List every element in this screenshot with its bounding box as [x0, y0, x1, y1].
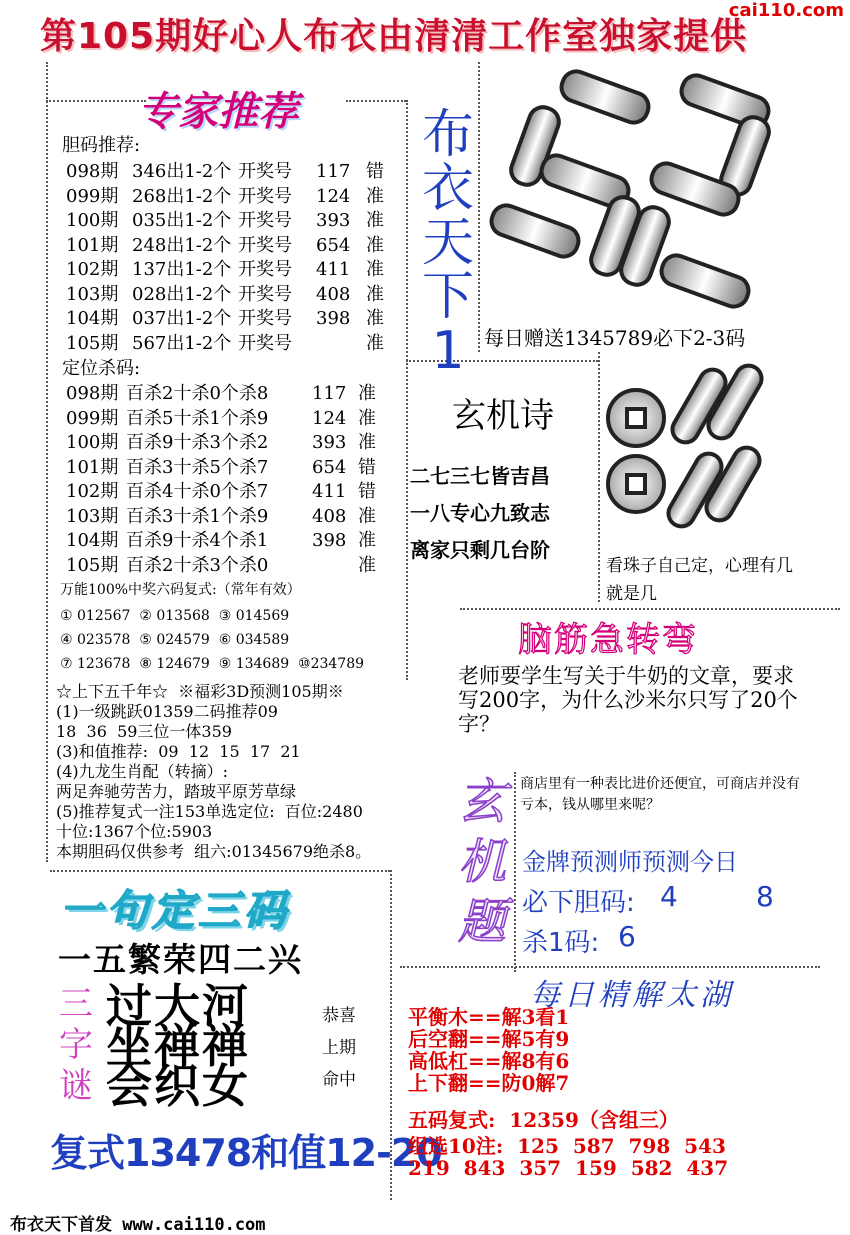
dan-row [66, 283, 396, 308]
result: 准 [366, 210, 384, 231]
expert-title: 专家推荐 [138, 89, 298, 135]
buyi-char: 下 [421, 267, 474, 327]
dan-label: 胆码推荐: [62, 135, 141, 156]
result: 准 [358, 530, 376, 551]
dan-row [66, 234, 396, 259]
congrats-line: 命中 [322, 1070, 356, 1090]
sanzi-char: 字 [59, 1025, 93, 1065]
draw-num: 411 [316, 259, 351, 280]
dan-row [66, 160, 396, 185]
result: 准 [366, 283, 384, 305]
pick: 268出1-2个 [132, 185, 232, 207]
forecast-line: (4)九龙生肖配（转摘）: [56, 762, 229, 781]
poem-line: 离家只剩几台阶 [410, 538, 550, 562]
xuanji-question: 商店里有一种表比进价还便宜，可商店并没有亏本，钱从哪里来呢？ [520, 776, 800, 813]
issue: 102期 [66, 481, 119, 502]
draw-num: 654 [312, 456, 347, 478]
draw-label: 开奖号 [238, 283, 292, 305]
taihu-line: 上下翻==防0解7 [408, 1071, 570, 1095]
draw-label: 开奖号 [238, 185, 292, 207]
brain-title: 脑筋急转弯 [518, 620, 698, 660]
xuanji-char: 题 [457, 894, 506, 950]
taihu-zuxuan2: 219 843 357 159 582 437 [408, 1156, 729, 1180]
kill-row [66, 382, 396, 407]
issue: 105期 [66, 332, 119, 354]
taihu-line: 高低杠==解8有6 [408, 1049, 570, 1073]
pick: 百杀3十杀5个杀7 [126, 456, 269, 478]
coins-beads-icon [600, 356, 770, 546]
buyi-char: 布 [421, 105, 474, 165]
result: 准 [358, 554, 376, 576]
kill-label: 定位杀码: [62, 358, 141, 379]
result: 准 [366, 332, 384, 354]
draw-label: 开奖号 [238, 259, 292, 280]
sanzi-congrats [322, 1000, 356, 1096]
kill-row [66, 480, 396, 505]
sanzi-word: 过大河 [106, 979, 250, 1033]
kill-one-num: 6 [618, 920, 636, 953]
taihu-zuxuan: 组选10注: 125 587 798 543 [408, 1134, 726, 1158]
taihu-wuma: 五码复式: 12359（含组三） [408, 1108, 679, 1132]
must-b: 8 [756, 880, 774, 913]
sanzi-words [106, 979, 250, 1113]
pick: 百杀9十杀4个杀1 [126, 530, 269, 551]
issue: 103期 [66, 505, 119, 527]
result: 错 [366, 161, 384, 182]
poem-title: 玄机诗 [452, 396, 554, 436]
sanzi-char: 三 [59, 984, 93, 1024]
forecast-line: 本期胆码仅供参考 组六:01345679绝杀8。 [56, 842, 372, 861]
buyi-vertical [418, 105, 478, 381]
wanneng-line: ⑦ 123678 ⑧ 124679 ⑨ 134689 ⑩234789 [60, 656, 365, 672]
wanneng-line: ① 012567 ② 013568 ③ 014569 [60, 608, 290, 624]
pick: 248出1-2个 [132, 234, 232, 256]
dan-row [66, 307, 396, 332]
pick: 346出1-2个 [132, 161, 232, 182]
sanzi-word: 会织女 [106, 1059, 250, 1113]
brain-text: 老师要学生写关于牛奶的文章，要求写200字，为什么沙米尔只写了20个字？ [458, 664, 798, 736]
pick: 百杀5十杀1个杀9 [126, 407, 269, 429]
kill-row [66, 505, 396, 530]
result: 准 [366, 259, 384, 280]
draw-num: 117 [316, 161, 351, 182]
bars-five-two-icon [480, 66, 800, 322]
forecast-line: (3)和值推荐: 09 12 15 17 21 [56, 742, 301, 761]
xuanji-char: 机 [457, 834, 506, 890]
divider-xuanji [514, 772, 516, 972]
draw-num: 398 [312, 530, 347, 551]
site-logo[interactable]: cai110.com [728, 0, 844, 21]
taihu-line: 平衡木==解3看1 [408, 1005, 570, 1029]
kill-row [66, 456, 396, 481]
result: 错 [358, 481, 376, 502]
dan-row [66, 209, 396, 234]
wanneng-title: 万能100%中奖六码复式:（常年有效） [60, 582, 301, 598]
divider-yiju-top [50, 870, 390, 872]
draw-label: 开奖号 [238, 332, 292, 354]
poem-line: 一八专心九致志 [410, 501, 550, 525]
wanneng-list [60, 604, 364, 676]
gold-title: 金牌预测师预测今日 [522, 848, 738, 876]
pick: 035出1-2个 [132, 210, 232, 231]
dan-table [66, 160, 396, 356]
issue: 098期 [66, 383, 119, 404]
kill-row [66, 554, 396, 579]
forecast-block [56, 682, 371, 862]
yiju-phrase: 一五繁荣四二兴 [58, 940, 303, 979]
divider-brain-top [460, 608, 840, 610]
forecast-line: 18 36 59三位一体359 [56, 722, 232, 741]
draw-num: 408 [312, 505, 347, 527]
issue: 099期 [66, 407, 119, 429]
kill-one-label: 杀1码: [522, 928, 600, 958]
issue: 101期 [66, 234, 119, 256]
dan-row [66, 185, 396, 210]
buyi-char: 天 [421, 213, 474, 273]
sanzi-char: 谜 [59, 1066, 93, 1106]
result: 错 [358, 456, 376, 478]
pick: 137出1-2个 [132, 259, 232, 280]
xuanji-label [452, 772, 512, 952]
pick: 028出1-2个 [132, 283, 232, 305]
issue: 104期 [66, 308, 119, 329]
draw-num: 408 [316, 283, 351, 305]
forecast-line: 十位:1367个位:5903 [56, 822, 213, 841]
draw-num: 117 [312, 383, 347, 404]
poem-note: 看珠子自己定，心理有几就是几 [606, 556, 793, 604]
issue: 099期 [66, 185, 119, 207]
result: 准 [366, 308, 384, 329]
kill-row [66, 407, 396, 432]
pick: 567出1-2个 [132, 332, 232, 354]
page-title: 第105期好心人布衣由清清工作室独家提供 [40, 16, 748, 57]
forecast-line: ☆上下五千年☆ ※福彩3D预测105期※ [56, 682, 344, 701]
wanneng-line: ④ 023578 ⑤ 024579 ⑥ 034589 [60, 632, 290, 648]
pick: 百杀9十杀3个杀2 [126, 432, 269, 453]
congrats-line: 恭喜 [322, 1006, 356, 1026]
gift-text: 每日赠送1345789必下2-3码 [484, 326, 746, 350]
issue: 103期 [66, 283, 119, 305]
divider-top-mid [346, 100, 406, 102]
forecast-line: 两足奔驰劳苦力，踏玻平原芳草绿 [56, 782, 297, 801]
buyi-char: 衣 [421, 159, 474, 219]
kill-table [66, 382, 396, 578]
draw-num: 393 [316, 210, 351, 231]
sanzi-label [56, 984, 96, 1107]
issue: 100期 [66, 432, 119, 453]
pick: 百杀2十杀0个杀8 [126, 383, 269, 404]
dan-row [66, 332, 396, 357]
kill-row [66, 431, 396, 456]
draw-label: 开奖号 [238, 161, 292, 182]
draw-num: 398 [316, 308, 351, 329]
congrats-line: 上期 [322, 1038, 356, 1058]
must-a: 4 [660, 880, 678, 913]
fushi-banner: 复式13478和值12-20 [50, 1131, 442, 1175]
yiju-title: 一句定三码 [60, 886, 291, 935]
draw-label: 开奖号 [238, 308, 292, 329]
must-label: 必下胆码: [522, 888, 635, 918]
draw-label: 开奖号 [238, 234, 292, 256]
draw-num: 124 [316, 185, 351, 207]
draw-num: 654 [316, 234, 351, 256]
issue: 104期 [66, 530, 119, 551]
forecast-line: (5)推荐复式一注153单选定位: 百位:2480 [56, 802, 363, 821]
result: 准 [366, 234, 384, 256]
pick: 百杀4十杀0个杀7 [126, 481, 269, 502]
issue: 105期 [66, 554, 119, 576]
divider-taihu-top [400, 966, 820, 968]
draw-num: 124 [312, 407, 347, 429]
issue: 100期 [66, 210, 119, 231]
issue: 101期 [66, 456, 119, 478]
result: 准 [366, 185, 384, 207]
sanzi-word: 坐禅禅 [106, 1019, 250, 1073]
poem-lines [410, 458, 550, 569]
forecast-line: (1)一级跳跃01359二码推荐09 [56, 702, 278, 721]
kill-row [66, 529, 396, 554]
dan-row [66, 258, 396, 283]
result: 准 [358, 432, 376, 453]
taihu-line: 后空翻==解5有9 [408, 1027, 570, 1051]
divider-top-left [46, 100, 146, 102]
result: 准 [358, 383, 376, 404]
result: 准 [358, 407, 376, 429]
poem-line: 二七三七皆吉昌 [410, 464, 550, 488]
draw-label: 开奖号 [238, 210, 292, 231]
issue: 102期 [66, 259, 119, 280]
taihu-lines [408, 1006, 569, 1094]
taihu-title: 每日精解太湖 [530, 978, 734, 1013]
divider-center [406, 100, 408, 680]
xuanji-char: 玄 [457, 774, 506, 830]
draw-num: 411 [312, 481, 347, 502]
draw-num: 393 [312, 432, 347, 453]
footer-text: 布衣天下首发 www.cai110.com [10, 1215, 266, 1235]
divider-left [46, 62, 48, 862]
result: 准 [358, 505, 376, 527]
pick: 037出1-2个 [132, 308, 232, 329]
buyi-char: 1 [431, 321, 465, 381]
pick: 百杀2十杀3个杀0 [126, 554, 269, 576]
pick: 百杀3十杀1个杀9 [126, 505, 269, 527]
issue: 098期 [66, 161, 119, 182]
